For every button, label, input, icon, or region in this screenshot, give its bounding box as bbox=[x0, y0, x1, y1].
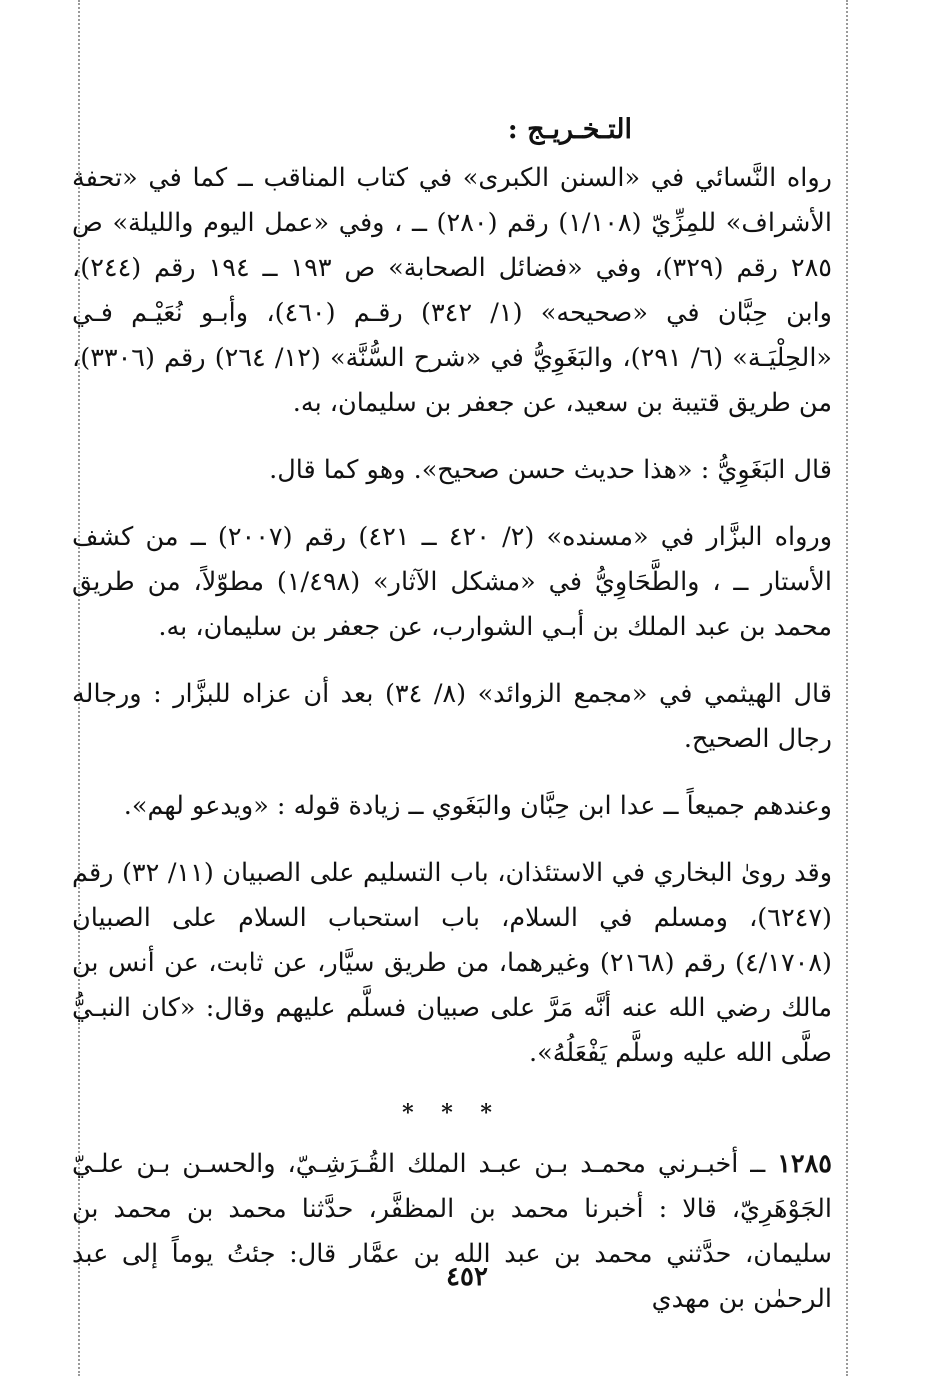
page-number: ٤٥٢ bbox=[446, 1262, 488, 1292]
paragraph-haythami: قال الهيثمي في «مجمع الزوائد» (٨/ ٣٤) بعد أن عزاه للبزَّار : ورجاله رجال الصحيح. bbox=[72, 679, 832, 754]
page-body bbox=[72, 108, 832, 1344]
paragraph-bazzar: ورواه البزَّار في «مسنده» (٢/ ٤٢٠ ــ ٤٢١) رقم (٢٠٠٧) ــ من كشف الأستار ــ ، والطَّحَاوِيُّ في «مشكل الآثار» (١/٤٩٨) مطوّلاً، من طريق محمد بن عبد الملك بن أبـي الشوارب، عن جعفر بن سليمان، به. bbox=[72, 522, 833, 642]
paragraph-addition: وعندهم جميعاً ــ عدا ابن حِبَّان والبَغَوي ــ زيادة قوله : «ويدعو لهم». bbox=[123, 791, 832, 821]
hadith-paragraph bbox=[72, 1142, 832, 1322]
right-margin-line bbox=[846, 0, 848, 1376]
hadith-text: ــ أخبـرني محمـد بـن عبـد الملك القُـرَشِـيّ، والحسـن بـن علـيّ الجَوْهَرِيّ، قالا : أخبرنا محمد بن المظفَّر، حدَّثنا محمد بن محمد بن سليمان، حدَّثني محمد بن عبد الله بن عمَّار قال: جئتُ يوماً إلى عبد الرحمٰن بن مهدي bbox=[72, 1149, 832, 1314]
hadith-number: ١٢٨٥ bbox=[777, 1149, 832, 1179]
paragraph-takhrij: رواه النَّسائي في «السنن الكبرى» في كتاب المناقب ــ كما في «تحفة الأشراف» للمِزِّيّ (١/١٠٨) رقم (٢٨٠) ــ ، وفي «عمل اليوم والليلة» ص ٢٨٥ رقم (٣٢٩)، وفي «فضائل الصحابة» ص ١٩٣ ــ ١٩٤ رقم (٢٤٤)، وابن حِبَّان في «صحيحه» (١/ ٣٤٢) رقـم (٤٦٠)، وأبـو نُعَيْـم فـي «الحِلْيَـة» (٦/ ٢٩١)، والبَغَوِيُّ في «شرح السُّنَّة» (١٢/ ٢٦٤) رقم (٣٣٠٦)، من طريق قتيبة بن سعيد، عن جعفر بن سليمان، به. bbox=[72, 163, 833, 418]
paragraph-bukhari-muslim: وقد روىٰ البخاري في الاستئذان، باب التسليم على الصبيان (١١/ ٣٢) رقم (٦٢٤٧)، ومسلم في السلام، باب استحباب السلام على الصبيان (٤/١٧٠٨) رقم (٢١٦٨) وغيرهما، من طريق سيَّار، عن ثابت، عن أنس بن مالك رضي الله عنه أنَّه مَرَّ على صبيان فسلَّم عليهم وقال: «كان النبـيُّ صلَّى الله عليه وسلَّم يَفْعَلُهُ». bbox=[72, 858, 833, 1068]
section-separator: * * * bbox=[402, 1100, 502, 1126]
paragraph-baghawi-verdict: قال البَغَوِيُّ : «هذا حديث حسن صحيح». وهو كما قال. bbox=[269, 455, 832, 485]
section-heading: التـخـريـج : bbox=[507, 114, 632, 145]
